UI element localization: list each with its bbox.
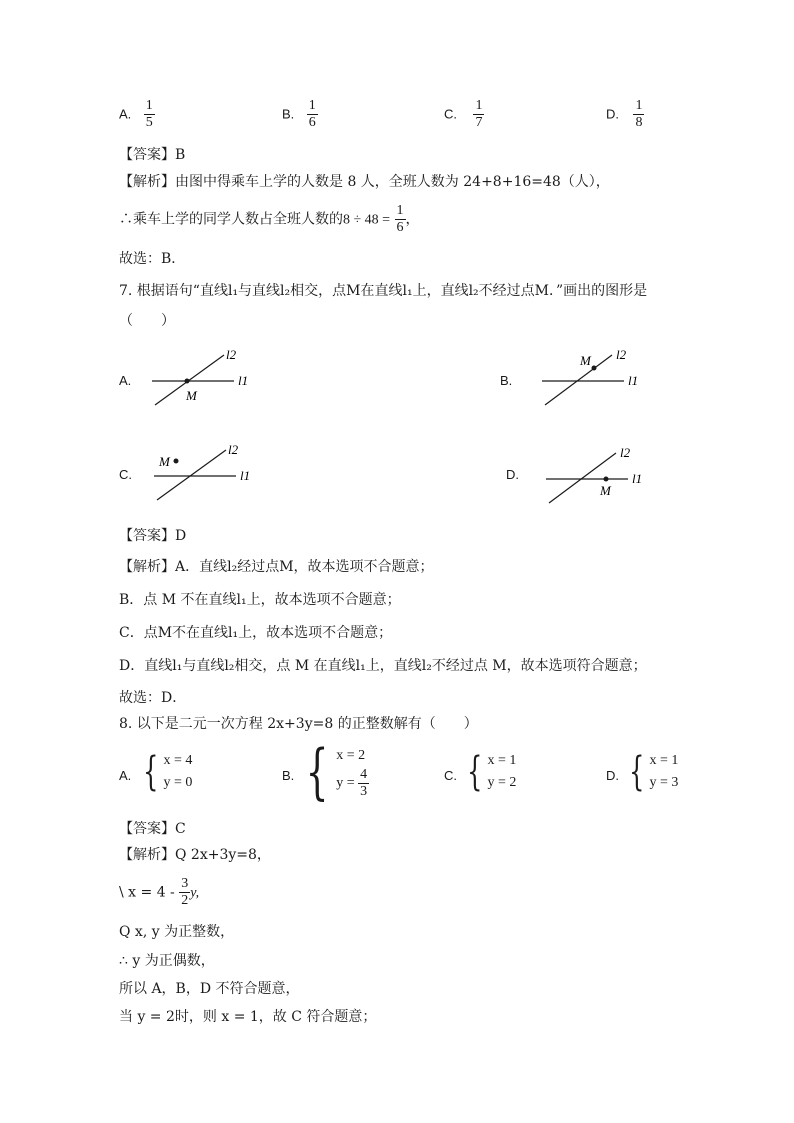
option-letter: C. bbox=[444, 106, 457, 122]
label-l2: l2 bbox=[616, 347, 627, 362]
brace-icon: { bbox=[143, 749, 159, 795]
q8-option-d-letter: D. bbox=[606, 768, 619, 783]
q8-stem: 8. 以下是二元一次方程 2x+3y=8 的正整数解有（ ） bbox=[119, 716, 478, 732]
fraction: $\frac{1}{7}$ bbox=[475, 98, 483, 130]
fraction: $\frac{4}{3}$ bbox=[360, 766, 368, 799]
option-letter: D. bbox=[606, 106, 619, 122]
q8-option-a-system bbox=[138, 750, 192, 794]
q6-analysis-line-1: 【解析】由图中得乘车上学的人数是 8 人，全班人数为 24+8+16=48（人）， bbox=[119, 174, 610, 190]
lines-diagram bbox=[544, 443, 654, 508]
brace-icon: { bbox=[305, 737, 329, 807]
q7-stem: 7. 根据语句“直线l₁与直线l₂相交，点M在直线l₁上，直线l₂不经过点M．”画出的图形是 bbox=[119, 283, 648, 299]
q6-analysis-line-2 bbox=[119, 203, 420, 236]
q8-analysis-5: 所以 A，B，D 不符合题意， bbox=[119, 981, 300, 997]
q7-analysis-d: D．直线l₁与直线l₂相交，点 M 在直线l₁上，直线l₂不经过点 M，故本选项符合题意； bbox=[119, 658, 647, 674]
q8-analysis-2: \ x = 4 - $\frac{3}{2}$ y, bbox=[119, 876, 200, 908]
equation: y = 3 bbox=[649, 775, 679, 790]
q7-figure-b bbox=[540, 345, 650, 410]
q8-analysis-3: Q x, y 为正整数， bbox=[119, 924, 235, 940]
q7-analysis-a: 【解析】A．直线l₂经过点M，故本选项不合题意； bbox=[119, 559, 434, 575]
q7-option-c-letter: C. bbox=[119, 467, 132, 482]
lines-diagram bbox=[540, 345, 650, 410]
label-l1: l1 bbox=[628, 373, 639, 388]
brace-icon: { bbox=[629, 749, 645, 795]
q7-figure-a bbox=[150, 345, 260, 410]
label-m: M bbox=[580, 353, 591, 368]
option-letter: B. bbox=[282, 106, 295, 122]
fraction: $\frac{1}{6}$ bbox=[308, 98, 316, 130]
q8-option-b-letter: B. bbox=[282, 768, 295, 783]
q7-analysis-b: B．点 M 不在直线l₁上，故本选项不合题意； bbox=[119, 592, 401, 608]
q6-option-b bbox=[282, 98, 318, 131]
fraction: $\frac{3}{2}$ bbox=[181, 876, 189, 908]
q8-option-c-letter: C. bbox=[444, 768, 457, 783]
fraction: $\frac{1}{6}$ bbox=[396, 203, 404, 235]
label-l1: l1 bbox=[240, 468, 251, 483]
q8-analysis-6: 当 y = 2时，则 x = 1，故 C 符合题意； bbox=[119, 1009, 377, 1025]
equation: x = 1 bbox=[487, 753, 517, 768]
q8-answer: 【答案】C bbox=[119, 821, 186, 837]
equation: x = 1 bbox=[649, 753, 679, 768]
label-l2: l2 bbox=[620, 445, 631, 460]
q8-analysis-4: ∴ y 为正偶数， bbox=[119, 953, 215, 969]
q8-option-c-system bbox=[462, 750, 516, 794]
label-l1: l1 bbox=[238, 373, 249, 388]
q6-analysis-expr: 8 ÷ 48 = bbox=[343, 212, 391, 228]
brace-icon: { bbox=[467, 749, 483, 795]
q8-option-b-system bbox=[298, 737, 369, 807]
fraction: $\frac{1}{8}$ bbox=[635, 98, 643, 130]
equation: x = 2 bbox=[336, 747, 366, 763]
label-m: M bbox=[600, 483, 611, 498]
q7-option-d-letter: D. bbox=[506, 467, 519, 482]
q7-paren: （ ） bbox=[119, 313, 175, 329]
lines-diagram bbox=[150, 345, 260, 410]
q7-option-b-letter: B. bbox=[500, 373, 513, 388]
q6-option-d bbox=[606, 98, 644, 131]
q8-option-d-system bbox=[624, 750, 678, 794]
q7-answer: 【答案】D bbox=[119, 528, 187, 544]
q7-figure-c bbox=[152, 440, 262, 505]
q6-option-a bbox=[119, 98, 155, 131]
fraction: $\frac{1}{5}$ bbox=[145, 98, 153, 130]
q7-option-a-letter: A. bbox=[119, 373, 132, 388]
q6-analysis-prefix: ∴乘车上学的同学人数占全班人数的 bbox=[119, 211, 343, 228]
q7-figure-d bbox=[544, 443, 654, 508]
equation: y = 0 bbox=[163, 775, 193, 790]
label-l2: l2 bbox=[228, 442, 239, 457]
q8-analysis-1: 【解析】Q 2x+3y=8， bbox=[119, 847, 271, 863]
q6-option-c bbox=[444, 98, 484, 131]
lines-diagram bbox=[152, 440, 262, 505]
q6-analysis-suffix: ， bbox=[405, 211, 420, 228]
label-m: M bbox=[159, 454, 170, 469]
q6-choose: 故选：B． bbox=[119, 251, 186, 267]
equation: y = $\frac{4}{3}$ bbox=[336, 766, 368, 799]
q6-answer: 【答案】B bbox=[119, 147, 186, 163]
equation: y = 2 bbox=[487, 775, 517, 790]
q7-choose: 故选：D． bbox=[119, 690, 187, 706]
equation: x = 4 bbox=[163, 753, 193, 768]
q8-option-a-letter: A. bbox=[119, 768, 132, 783]
label-l1: l1 bbox=[632, 471, 643, 486]
q7-analysis-c: C．点M不在直线l₁上，故本选项不合题意； bbox=[119, 625, 393, 641]
option-letter: A. bbox=[119, 106, 132, 122]
label-l2: l2 bbox=[226, 347, 237, 362]
label-m: M bbox=[186, 388, 197, 403]
